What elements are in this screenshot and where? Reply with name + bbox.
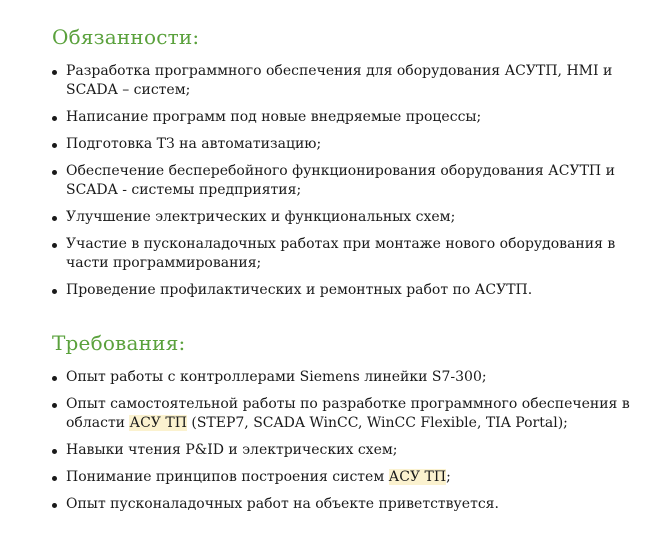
list-item-text: Улучшение электрических и функциональных схем; — [66, 209, 456, 225]
list-item-text: Обеспечение бесперебойного функционирования оборудования АСУТП и SCADA - системы предприятия; — [66, 163, 615, 198]
highlighted-term: АСУ ТП — [129, 415, 187, 431]
bullet-icon — [52, 70, 57, 75]
bullet-icon — [52, 476, 57, 481]
list-item — [52, 135, 632, 154]
list-item — [52, 368, 632, 387]
bullet-icon — [52, 170, 57, 175]
list-item-text: Разработка программного обеспечения для оборудования АСУТП, HMI и SCADA – систем; — [66, 63, 613, 98]
list-item — [52, 208, 632, 227]
bullet-icon — [52, 243, 57, 248]
list-item — [52, 441, 632, 460]
vacancy-description — [52, 24, 632, 522]
list-item-text-before: Понимание принципов построения систем — [66, 469, 389, 485]
bullet-icon — [52, 403, 57, 408]
list-item — [52, 62, 632, 100]
list-item-text: Опыт пусконаладочных работ на объекте приветствуется. — [66, 496, 499, 512]
duties-list — [52, 62, 632, 300]
bullet-icon — [52, 289, 57, 294]
list-item — [52, 235, 632, 273]
bullet-icon — [52, 503, 57, 508]
duties-heading: Обязанности: — [52, 25, 200, 49]
list-item-text-after: (STEP7, SCADA WinCC, WinCC Flexible, TIA Portal); — [186, 415, 568, 431]
list-item — [52, 495, 632, 514]
bullet-icon — [52, 143, 57, 148]
list-item-text: Опыт работы с контроллерами Siemens линейки S7-300; — [66, 369, 487, 385]
list-item-text: Проведение профилактических и ремонтных работ по АСУТП. — [66, 282, 533, 298]
list-item — [52, 468, 632, 487]
list-item-text: Подготовка ТЗ на автоматизацию; — [66, 136, 322, 152]
highlighted-term: АСУ ТП — [388, 469, 447, 485]
list-item — [52, 281, 632, 300]
list-item-text: Написание программ под новые внедряемые процессы; — [66, 109, 482, 125]
bullet-icon — [52, 449, 57, 454]
requirements-list — [52, 368, 632, 514]
list-item-text: Навыки чтения P&ID и электрических схем; — [66, 442, 398, 458]
requirements-heading: Требования: — [52, 331, 186, 355]
bullet-icon — [52, 376, 57, 381]
list-item-text-after: ; — [446, 469, 451, 485]
list-item — [52, 108, 632, 127]
list-item-text-before: Опыт самостоятельной работы по разработке программного обеспечения в области — [66, 396, 630, 431]
list-item-text: Участие в пусконаладочных работах при монтаже нового оборудования в части программирования; — [66, 236, 616, 271]
bullet-icon — [52, 216, 57, 221]
bullet-icon — [52, 116, 57, 121]
list-item — [52, 395, 632, 433]
list-item — [52, 162, 632, 200]
